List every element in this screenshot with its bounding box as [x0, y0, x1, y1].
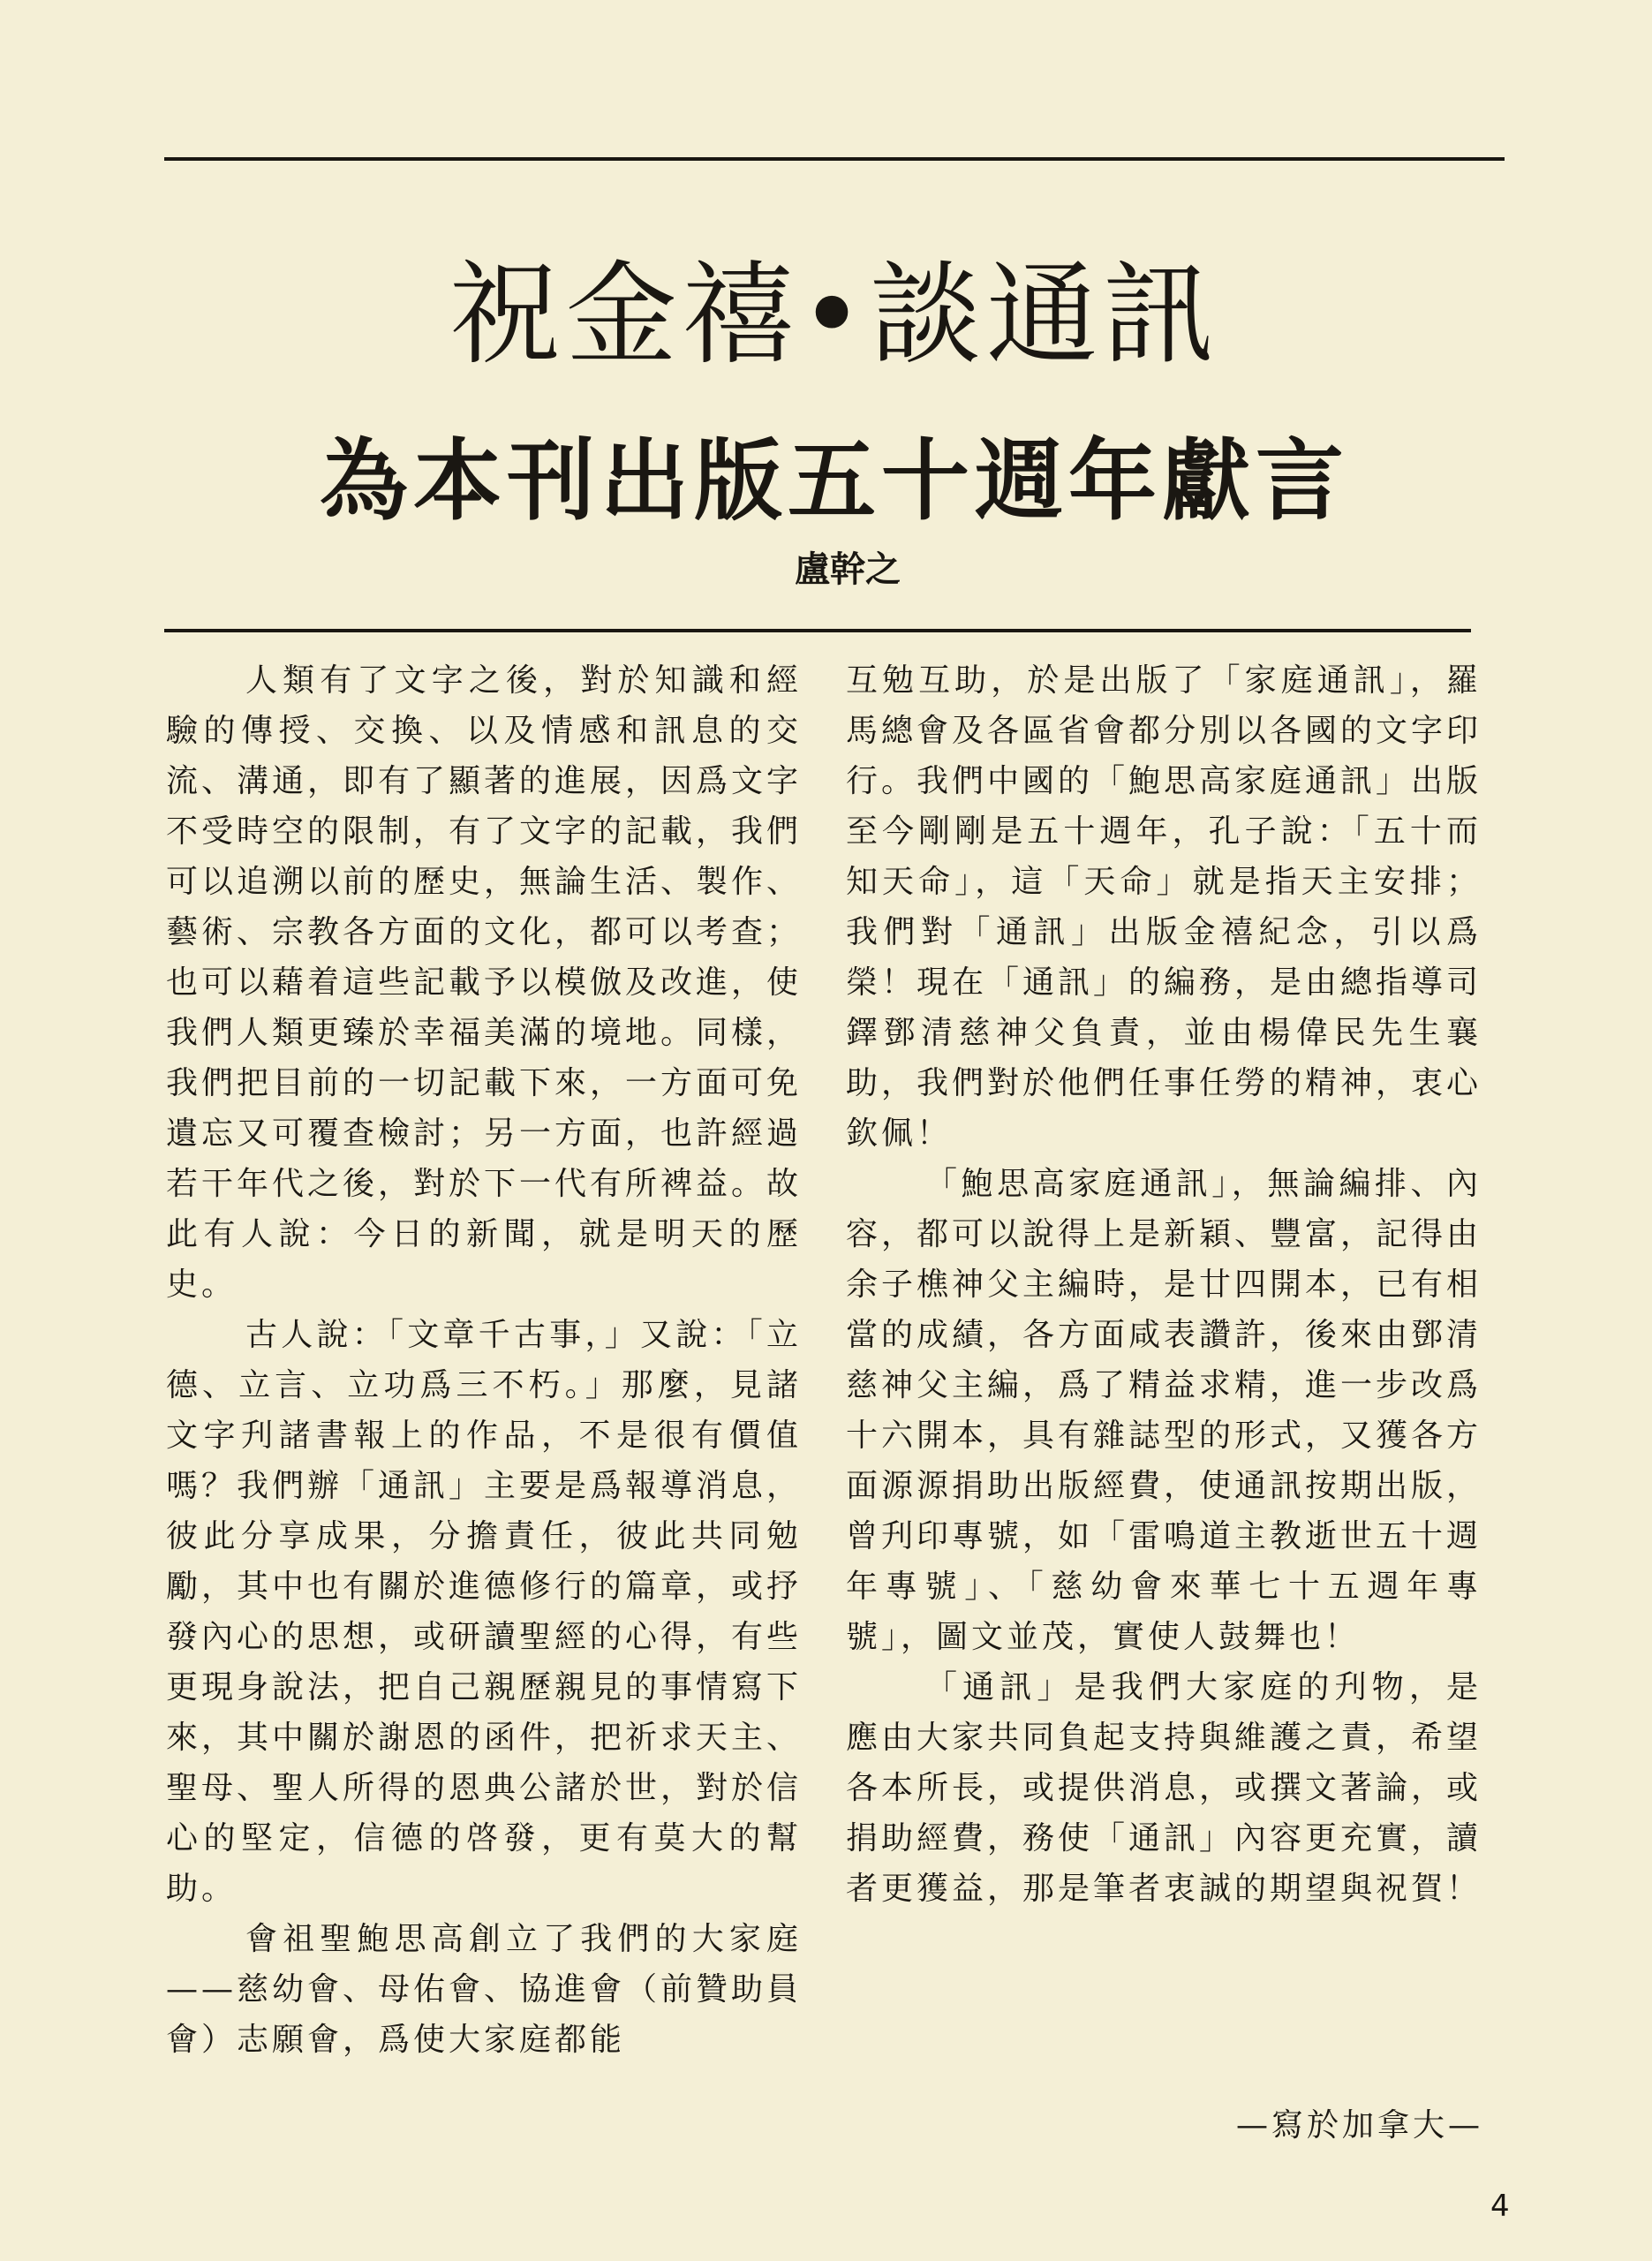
text-column-right — [846, 655, 1482, 1914]
paragraph: 古人說：「文章千古事，」又說：「立德、立言、立功爲三不朽。」那麼，見諸文字刋諸書報上的作品，不是很有價值嗎？我們辦「通訊」主要是爲報導消息，彼此分享成果，分擔責任，彼此共同勉勵，其中也有關於進德修行的篇章，或抒發內心的思想，或研讀聖經的心得，有些更現身說法，把自己親歷親見的事情寫下來，其中關於謝恩的函件，把祈求天主、聖母、聖人所得的恩典公諸於世，對於信心的堅定，信德的啓發，更有莫大的幫助。 — [166, 1317, 803, 1907]
header-rule — [164, 629, 1471, 632]
paragraph-continued: 互勉互助，於是出版了「家庭通訊」，羅馬總會及各區省會都分別以各國的文字印行。我們中國的「鮑思高家庭通訊」出版至今剛剛是五十週年，孔子說：「五十而知天命」，這「天命」就是指天主安排；我們對「通訊」出版金禧紀念，引以爲榮！現在「通訊」的編務，是由總指導司鐸鄧清慈神父負責，並由楊偉民先生襄助，我們對於他們任事任勞的精神，衷心欽佩！ — [846, 662, 1482, 1152]
paragraph: 「鮑思高家庭通訊」，無論編排、內容，都可以說得上是新穎、豐富，記得由余子樵神父主編時，是廿四開本，已有相當的成績，各方面咸表讚許，後來由鄧清慈神父主編，爲了精益求精，進一步改爲十六開本，具有雜誌型的形式，又獲各方面源源捐助出版經費，使通訊按期出版，曾刋印專號，如「雷鳴道主教逝世五十週年專號」、「慈幼會來華七十五週年專號」，圖文並茂，實使人鼓舞也！ — [846, 1166, 1482, 1655]
signature-line: —寫於加拿大— — [1235, 2107, 1483, 2144]
paragraph: 人類有了文字之後，對於知識和經驗的傳授、交換、以及情感和訊息的交流、溝通，即有了顯著的進展，因爲文字不受時空的限制，有了文字的記載，我們可以追溯以前的歷史，無論生活、製作、藝術、宗教各方面的文化，都可以考查；也可以藉着這些記載予以模倣及改進，使我們人類更臻於幸福美滿的境地。同樣，我們把目前的一切記載下來，一方面可免遺忘又可覆查檢討；另一方面，也許經過若干年代之後，對於下一代有所裨益。故此有人說：今日的新聞，就是明天的歷史。 — [166, 662, 803, 1303]
article-subtitle: 為本刊出版五十週年獻言 — [320, 429, 1349, 533]
author-name: 盧幹之 — [795, 549, 901, 590]
paragraph: 會祖聖鮑思高創立了我們的大家庭——慈幼會、母佑會、協進會（前贊助員會）志願會，爲使大家庭都能 — [166, 1921, 803, 2058]
article-title: 祝金禧•談通訊 — [449, 250, 1220, 380]
paragraph: 「通訊」是我們大家庭的刋物，是應由大家共同負起支持與維護之責，希望各本所長，或提供消息，或撰文著論，或捐助經費，務使「通訊」內容更充實，讀者更獲益，那是筆者衷誠的期望與祝賀！ — [846, 1669, 1482, 1907]
top-rule — [164, 157, 1505, 161]
page-number: 4 — [1490, 2189, 1510, 2224]
text-column-left — [166, 655, 802, 2065]
